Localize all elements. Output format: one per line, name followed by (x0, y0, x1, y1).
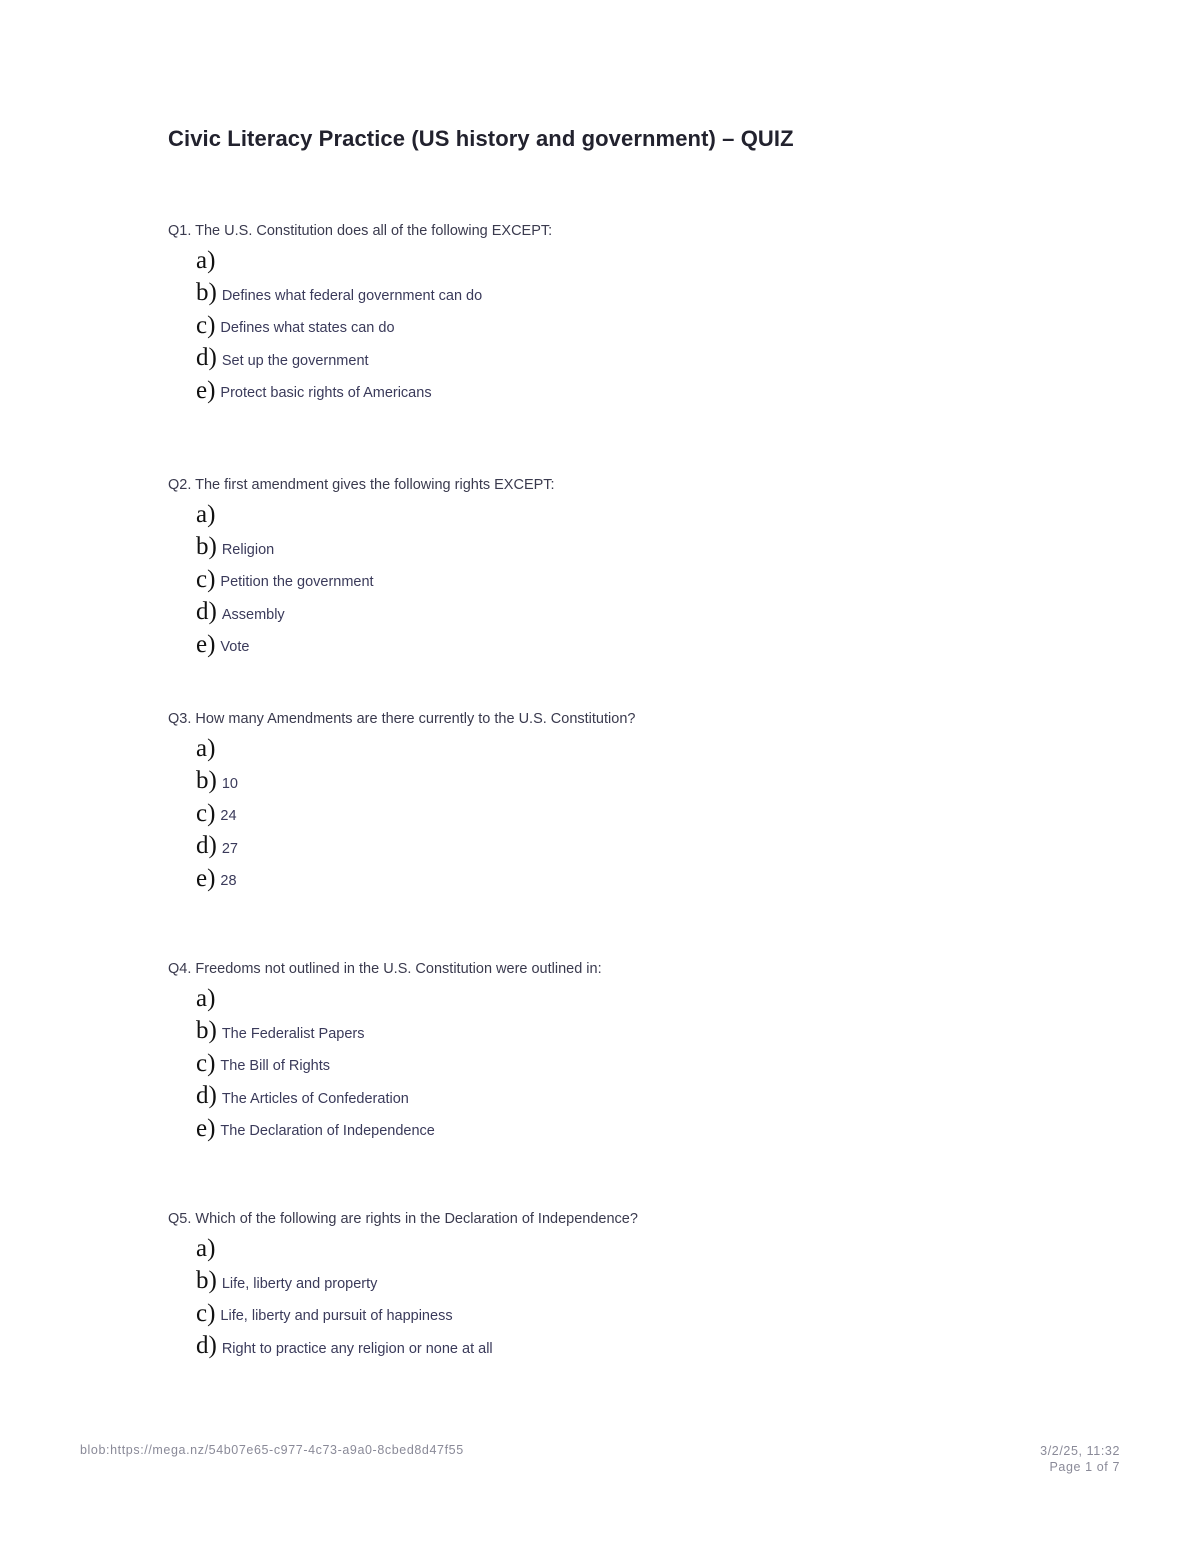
option-letter: a) (196, 734, 216, 762)
option-text: The Declaration of Independence (220, 1123, 435, 1140)
question-text: Q5. Which of the following are rights in the Declaration of Independence? (168, 1211, 638, 1227)
option-letter: d) (196, 1332, 217, 1360)
option-item (196, 563, 1068, 596)
question-block (168, 476, 1068, 661)
option-text: Life, liberty and property (221, 1275, 378, 1292)
page-title: Civic Literacy Practice (US history and government) – QUIZ (168, 126, 794, 151)
option-letter: c) (196, 1049, 216, 1077)
option-letter: e) (196, 630, 216, 658)
option-text: Assembly (221, 606, 285, 623)
option-text: Religion (221, 541, 275, 558)
option-item (196, 1330, 1068, 1363)
question-text: Q2. The first amendment gives the following rights EXCEPT: (168, 477, 555, 493)
option-text: The Articles of Confederation (221, 1090, 409, 1107)
option-letter: d) (196, 832, 217, 860)
option-text: 10 (221, 775, 238, 792)
option-item (196, 531, 1068, 564)
option-letter: c) (196, 311, 216, 339)
option-letter: e) (196, 1114, 216, 1142)
option-letter: c) (196, 1299, 216, 1327)
option-text: Life, liberty and pursuit of happiness (220, 1308, 453, 1325)
option-list (168, 244, 1068, 407)
option-letter: e) (196, 376, 216, 404)
option-list (168, 982, 1068, 1145)
option-text: Defines what states can do (220, 320, 395, 337)
option-text: Vote (220, 639, 250, 656)
footer-url: blob:https://mega.nz/54b07e65-c977-4c73-a9a0-8cbed8d47f55 (80, 1443, 464, 1457)
question-text: Q3. How many Amendments are there currently to the U.S. Constitution? (168, 711, 636, 727)
option-letter: b) (196, 1017, 217, 1045)
option-item (196, 797, 1068, 830)
option-letter: a) (196, 500, 216, 528)
option-item (196, 342, 1068, 375)
option-letter: a) (196, 984, 216, 1012)
question-block (168, 710, 1068, 895)
option-item (196, 1015, 1068, 1048)
option-letter: a) (196, 246, 216, 274)
option-item (196, 244, 1068, 277)
question-block (168, 222, 1068, 407)
option-item (196, 982, 1068, 1015)
option-letter: c) (196, 799, 216, 827)
option-list (168, 498, 1068, 661)
question-text: Q1. The U.S. Constitution does all of the following EXCEPT: (168, 223, 553, 239)
option-text: Set up the government (221, 352, 369, 369)
footer-meta (1040, 1443, 1120, 1475)
option-item (196, 765, 1068, 798)
option-item (196, 277, 1068, 310)
footer-timestamp: 3/2/25, 11:32 (1040, 1444, 1120, 1458)
option-letter: d) (196, 344, 217, 372)
option-item (196, 862, 1068, 895)
option-item (196, 596, 1068, 629)
option-letter: c) (196, 565, 216, 593)
option-text: 24 (220, 808, 237, 825)
option-list (168, 732, 1068, 895)
option-item (196, 1265, 1068, 1298)
option-text: The Bill of Rights (220, 1058, 331, 1075)
option-text: The Federalist Papers (221, 1025, 365, 1042)
option-letter: b) (196, 279, 217, 307)
option-item (196, 830, 1068, 863)
option-item (196, 374, 1068, 407)
option-item (196, 1232, 1068, 1265)
option-text: 28 (220, 873, 237, 890)
option-text: Petition the government (220, 574, 374, 591)
option-text: 27 (221, 840, 238, 857)
option-letter: d) (196, 1082, 217, 1110)
question-text: Q4. Freedoms not outlined in the U.S. Constitution were outlined in: (168, 961, 602, 977)
question-block (168, 1210, 1068, 1362)
option-item (196, 498, 1068, 531)
option-letter: b) (196, 533, 217, 561)
option-item (196, 628, 1068, 661)
option-letter: b) (196, 767, 217, 795)
question-block (168, 960, 1068, 1145)
option-letter: a) (196, 1234, 216, 1262)
option-item (196, 1047, 1068, 1080)
option-item (196, 1297, 1068, 1330)
option-letter: d) (196, 598, 217, 626)
footer-page-number: Page 1 of 7 (1049, 1460, 1120, 1474)
option-text: Right to practice any religion or none at all (221, 1340, 493, 1357)
option-letter: e) (196, 864, 216, 892)
option-list (168, 1232, 1068, 1362)
option-item (196, 309, 1068, 342)
option-item (196, 732, 1068, 765)
option-item (196, 1112, 1068, 1145)
option-text: Protect basic rights of Americans (220, 385, 432, 402)
option-text: Defines what federal government can do (221, 287, 483, 304)
option-letter: b) (196, 1267, 217, 1295)
option-item (196, 1080, 1068, 1113)
